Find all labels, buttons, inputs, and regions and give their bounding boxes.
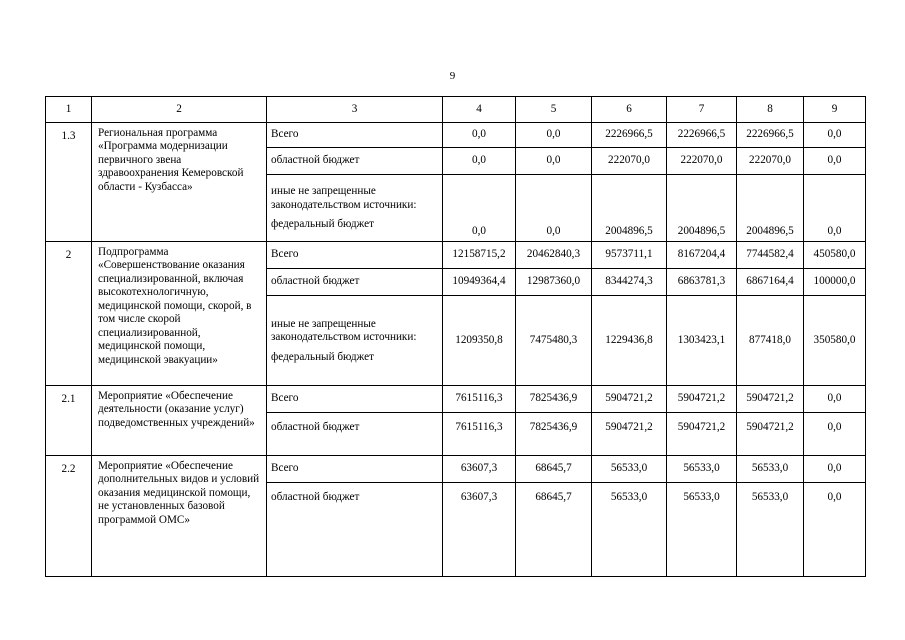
value-cell: 0,0 [516, 175, 592, 242]
value-cell: 63607,3 [443, 456, 516, 483]
value-cell: 56533,0 [667, 456, 737, 483]
funding-source: областной бюджет [267, 269, 443, 296]
value-cell: 6863781,3 [667, 269, 737, 296]
value-cell: 20462840,3 [516, 242, 592, 269]
page-number: 9 [449, 70, 456, 82]
item-name: Мероприятие «Обеспечение дополнительных видов и условий оказания медицинской помощи, не установленных базовой программой ОМС» [92, 456, 267, 577]
value-cell: 68645,7 [516, 483, 592, 577]
value-cell: 0,0 [516, 123, 592, 148]
budget-table [45, 96, 866, 577]
column-number-row [46, 97, 866, 123]
value-cell: 222070,0 [667, 148, 737, 175]
table-row [46, 456, 866, 483]
item-name: Мероприятие «Обеспечение деятельности (оказание услуг) подведомственных учреждений» [92, 386, 267, 456]
funding-source: Всего [267, 456, 443, 483]
value-cell: 6867164,4 [737, 269, 804, 296]
value-cell: 7825436,9 [516, 386, 592, 413]
value-cell: 8167204,4 [667, 242, 737, 269]
funding-source: Всего [267, 123, 443, 148]
value-cell: 5904721,2 [592, 413, 667, 456]
other-sources-label: иные не запрещенные законодательством источники: [271, 185, 417, 211]
column-number: 7 [667, 97, 737, 123]
value-cell: 0,0 [516, 148, 592, 175]
value-cell: 7825436,9 [516, 413, 592, 456]
value-cell: 56533,0 [667, 483, 737, 577]
value-cell: 12987360,0 [516, 269, 592, 296]
column-number: 9 [804, 97, 866, 123]
item-name: Подпрограмма «Совершенствование оказания специализированной, включая высокотехнологичную, медицинской помощи, скорой, в том числе скорой специализированной, медицинской помощи, медицинской эвакуации» [92, 242, 267, 386]
value-cell: 10949364,4 [443, 269, 516, 296]
value-cell: 450580,0 [804, 242, 866, 269]
value-cell: 877418,0 [737, 296, 804, 386]
value-cell: 56533,0 [737, 483, 804, 577]
column-number: 4 [443, 97, 516, 123]
budget-table-container [45, 96, 866, 577]
federal-budget-label: федеральный бюджет [271, 350, 374, 363]
value-cell: 56533,0 [592, 483, 667, 577]
value-cell: 56533,0 [737, 456, 804, 483]
value-cell: 63607,3 [443, 483, 516, 577]
column-number: 1 [46, 97, 92, 123]
value-cell: 7475480,3 [516, 296, 592, 386]
value-cell: 5904721,2 [667, 413, 737, 456]
item-number: 1.3 [46, 123, 92, 242]
value-cell: 5904721,2 [737, 413, 804, 456]
value-cell: 9573711,1 [592, 242, 667, 269]
value-cell: 2004896,5 [737, 175, 804, 242]
value-cell: 1303423,1 [667, 296, 737, 386]
value-cell: 0,0 [804, 483, 866, 577]
value-cell: 7615116,3 [443, 413, 516, 456]
funding-source: Всего [267, 242, 443, 269]
column-number: 3 [267, 97, 443, 123]
value-cell: 56533,0 [592, 456, 667, 483]
value-cell: 350580,0 [804, 296, 866, 386]
item-number: 2.1 [46, 386, 92, 456]
value-cell: 0,0 [804, 386, 866, 413]
column-number: 6 [592, 97, 667, 123]
value-cell: 5904721,2 [592, 386, 667, 413]
other-sources-label: иные не запрещенные законодательством источники: [271, 317, 417, 344]
value-cell: 1209350,8 [443, 296, 516, 386]
column-number: 2 [92, 97, 267, 123]
value-cell: 0,0 [804, 175, 866, 242]
funding-source: областной бюджет [267, 413, 443, 456]
federal-budget-label: федеральный бюджет [271, 218, 374, 231]
value-cell: 0,0 [804, 123, 866, 148]
table-row [46, 123, 866, 148]
value-cell: 0,0 [804, 456, 866, 483]
column-number: 8 [737, 97, 804, 123]
funding-source: Всего [267, 386, 443, 413]
value-cell: 12158715,2 [443, 242, 516, 269]
value-cell: 2004896,5 [592, 175, 667, 242]
value-cell: 0,0 [443, 148, 516, 175]
value-cell: 7744582,4 [737, 242, 804, 269]
funding-source: областной бюджет [267, 148, 443, 175]
value-cell: 0,0 [804, 413, 866, 456]
value-cell: 2226966,5 [737, 123, 804, 148]
value-cell: 2226966,5 [667, 123, 737, 148]
value-cell: 0,0 [443, 175, 516, 242]
value-cell: 1229436,8 [592, 296, 667, 386]
value-cell: 100000,0 [804, 269, 866, 296]
item-number: 2 [46, 242, 92, 386]
value-cell: 222070,0 [737, 148, 804, 175]
value-cell: 0,0 [443, 123, 516, 148]
funding-source: областной бюджет [267, 483, 443, 577]
value-cell: 2226966,5 [592, 123, 667, 148]
value-cell: 8344274,3 [592, 269, 667, 296]
column-number: 5 [516, 97, 592, 123]
table-row [46, 242, 866, 269]
value-cell: 68645,7 [516, 456, 592, 483]
value-cell: 5904721,2 [667, 386, 737, 413]
funding-source [267, 296, 443, 386]
value-cell: 222070,0 [592, 148, 667, 175]
item-name: Региональная программа «Программа модернизации первичного звена здравоохранения Кемеровской области - Кузбасса» [92, 123, 267, 242]
value-cell: 5904721,2 [737, 386, 804, 413]
value-cell: 7615116,3 [443, 386, 516, 413]
value-cell: 0,0 [804, 148, 866, 175]
funding-source [267, 175, 443, 242]
table-row [46, 386, 866, 413]
value-cell: 2004896,5 [667, 175, 737, 242]
item-number: 2.2 [46, 456, 92, 577]
